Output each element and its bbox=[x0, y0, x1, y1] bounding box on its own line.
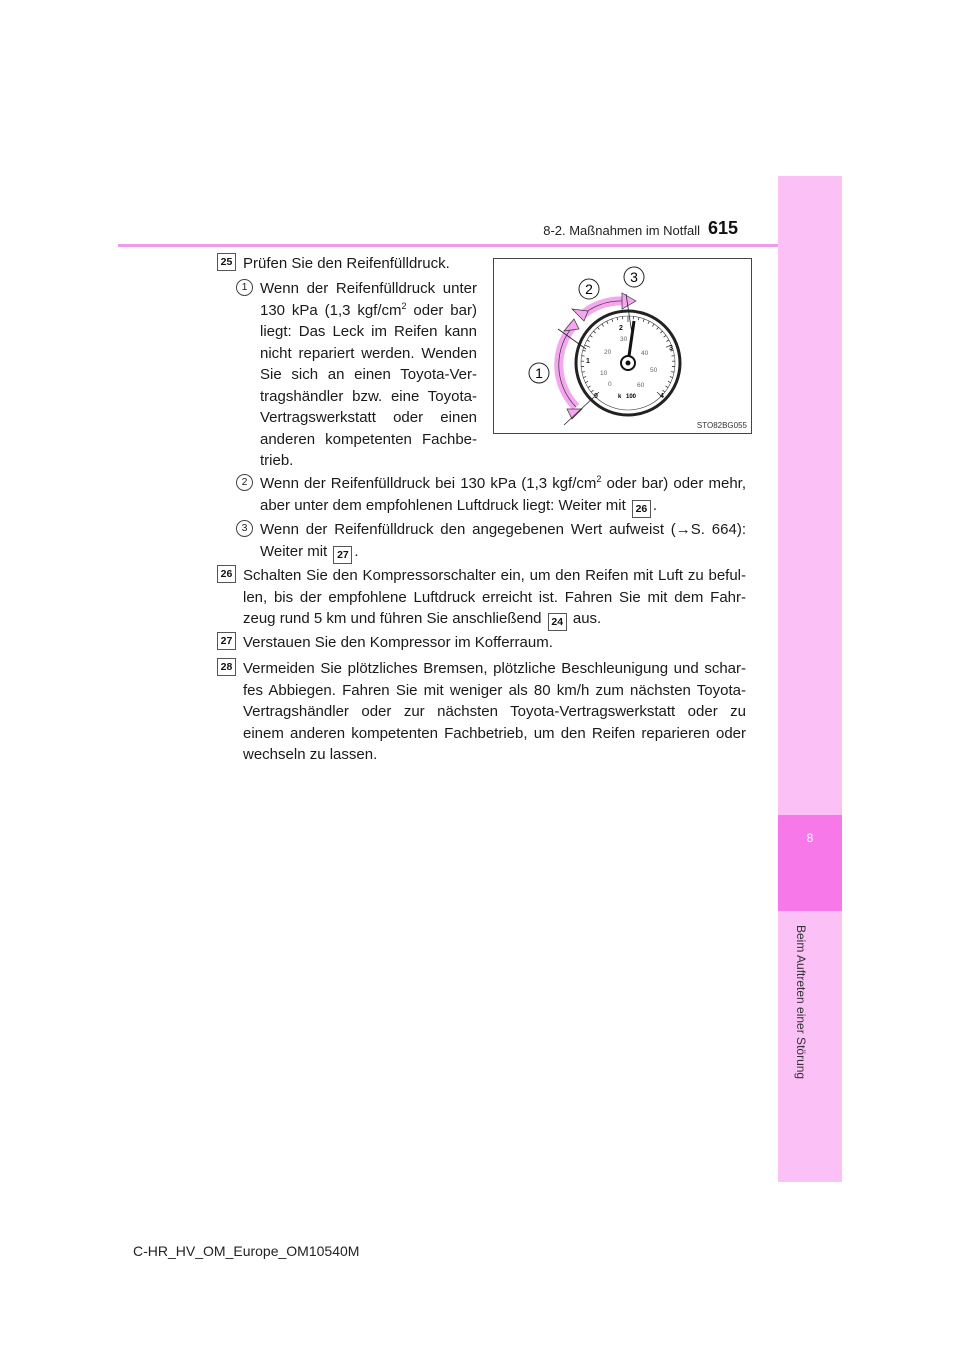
item-1-line: anderen kompetenten Fachbe- bbox=[260, 430, 477, 448]
item-1-line: Sie sich an einen Toyota-Ver- bbox=[260, 366, 477, 383]
step-26-line: Schalten Sie den Kompressorschalter ein, um den Reifen mit Luft zu beful- bbox=[243, 567, 746, 584]
punctuation: . bbox=[652, 496, 658, 514]
step-28-line: einem anderen kompetenten Fachbetrieb, um den Reifen reparieren oder bbox=[243, 724, 746, 742]
step-badge-28: 28 bbox=[217, 658, 236, 676]
item-1-line-part: oder bar) bbox=[406, 301, 477, 319]
item-3-line bbox=[260, 541, 746, 564]
item-number-1: 1 bbox=[236, 279, 253, 296]
item-number-2: 2 bbox=[236, 474, 253, 491]
header-rule bbox=[118, 244, 778, 247]
step-ref-24[interactable]: 24 bbox=[548, 613, 567, 631]
gauge-inner-label: 0 bbox=[608, 381, 612, 388]
gauge-inner-label: 50 bbox=[650, 367, 658, 374]
step-28-text bbox=[243, 658, 746, 766]
item-2-text bbox=[260, 473, 746, 518]
item-1-line: Vertragswerkstatt oder einen bbox=[260, 409, 477, 426]
superscript: 2 bbox=[596, 474, 602, 484]
side-tab-label bbox=[794, 925, 820, 1080]
gauge-inner-label: 40 bbox=[641, 350, 649, 357]
pressure-gauge-figure bbox=[493, 258, 752, 434]
callout-3: 3 bbox=[630, 269, 638, 285]
step-ref-26[interactable]: 26 bbox=[632, 500, 651, 518]
item-1-line: Wenn der Reifenfülldruck unter bbox=[260, 280, 477, 297]
item-2-line bbox=[260, 473, 746, 495]
gauge-inner-label: 30 bbox=[620, 336, 628, 343]
step-26-text bbox=[243, 565, 746, 631]
step-27-text: Verstauen Sie den Kompressor im Kofferraum. bbox=[243, 634, 553, 651]
punctuation: . bbox=[354, 542, 359, 560]
page-number: 615 bbox=[708, 218, 739, 238]
item-3-line-part: Weiter mit bbox=[260, 542, 328, 560]
item-1-line: tragshändler bzw. eine Toyota- bbox=[260, 387, 477, 405]
step-badge-25: 25 bbox=[217, 253, 236, 271]
item-1-line-part: 130 kPa (1,3 kgf/cm bbox=[260, 301, 402, 319]
gauge-inner-label: 60 bbox=[637, 382, 645, 389]
gauge-inner-label: 10 bbox=[600, 370, 608, 377]
pressure-gauge-illustration bbox=[494, 259, 751, 433]
item-3-text bbox=[260, 519, 746, 564]
step-28-line: Vermeiden Sie plötzliches Bremsen, plötzliche Beschleunigung und schar- bbox=[243, 660, 746, 677]
gauge-outer-label: 4 bbox=[660, 393, 664, 400]
step-28-line: Vertragshändler oder zur nächsten Toyota-Vertragswerkstatt oder zu bbox=[243, 703, 746, 720]
callout-1: 1 bbox=[535, 365, 543, 381]
item-2-line-part: Wenn der Reifenfülldruck bei 130 kPa (1,3 kgf/cm bbox=[260, 475, 597, 492]
item-number-3: 3 bbox=[236, 520, 253, 537]
chapter-label: Beim Auftreten einer Störung bbox=[794, 925, 808, 1080]
gauge-inner-label: 20 bbox=[604, 349, 612, 356]
gauge-outer-label: 1 bbox=[586, 358, 590, 365]
callout-2: 2 bbox=[585, 281, 593, 297]
item-3-line: Wenn der Reifenfülldruck den angegebenen Wert aufweist (→S. 664): bbox=[260, 521, 746, 538]
step-ref-27[interactable]: 27 bbox=[333, 546, 352, 564]
gauge-outer-label: 0 bbox=[594, 393, 598, 400]
step-badge-26: 26 bbox=[217, 565, 236, 583]
item-1-line bbox=[260, 300, 477, 322]
chapter-number: 8 bbox=[806, 831, 814, 845]
gauge-outer-label: 2 bbox=[619, 325, 623, 332]
item-1-line: trieb. bbox=[260, 452, 294, 469]
gauge-max-label: 100 bbox=[626, 394, 637, 400]
item-2-line bbox=[260, 495, 746, 518]
step-26-line bbox=[243, 608, 746, 631]
item-1-line: nicht repariert werden. Wenden bbox=[260, 344, 477, 362]
section-title: 8-2. Maßnahmen im Notfall bbox=[543, 223, 700, 238]
item-1-line: liegt: Das Leck im Reifen kann bbox=[260, 323, 477, 340]
document-id: C-HR_HV_OM_Europe_OM10540M bbox=[133, 1243, 360, 1259]
step-28-line: wechseln zu lassen. bbox=[243, 746, 378, 763]
step-badge-27: 27 bbox=[217, 632, 236, 650]
step-26-line-part: aus. bbox=[572, 610, 602, 627]
gauge-unit: k bbox=[618, 394, 622, 400]
gauge-outer-label: 3 bbox=[669, 345, 673, 352]
step-28-line: fes Abbiegen. Fahren Sie mit weniger als 80 km/h zum nächsten Toyota- bbox=[243, 681, 746, 699]
figure-code: STO82BG055 bbox=[696, 421, 747, 430]
step-25-text: Prüfen Sie den Reifenfülldruck. bbox=[243, 255, 450, 272]
step-26-line: len, bis der empfohlene Luftdruck erreicht ist. Fahren Sie mit dem Fahr- bbox=[243, 588, 746, 606]
side-tab-chapter[interactable] bbox=[778, 815, 842, 911]
superscript: 2 bbox=[401, 300, 407, 311]
step-26-line-part: zeug rund 5 km und führen Sie anschließend bbox=[243, 610, 542, 627]
item-2-line-part: oder bar) oder mehr, bbox=[601, 475, 746, 492]
item-2-line-part: aber unter dem empfohlenen Luftdruck liegt: Weiter mit bbox=[260, 496, 626, 514]
item-1-text bbox=[260, 278, 477, 472]
